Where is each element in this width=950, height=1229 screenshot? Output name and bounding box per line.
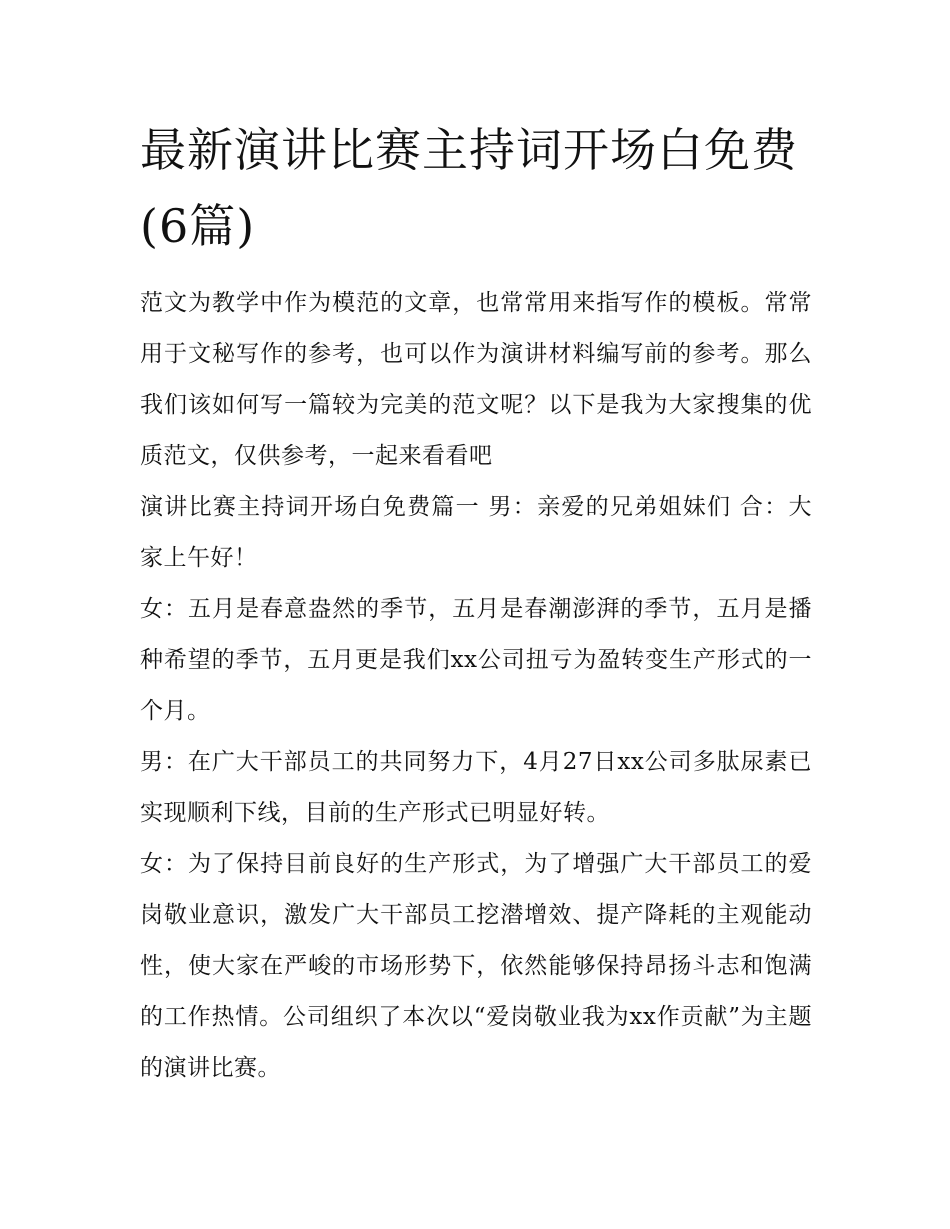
- paragraph-intro: 范文为教学中作为模范的文章，也常常用来指写作的模板。常常用于文秘写作的参考，也可以作为演讲材料编写前的参考。那么我们该如何写一篇较为完美的范文呢？以下是我为大家搜集的优质范文，仅供参考，一起来看看吧: [140, 290, 812, 469]
- paragraph-opening: 演讲比赛主持词开场白免费篇一 男：亲爱的兄弟姐妹们 合：大家上午好！: [140, 494, 812, 571]
- document-page: [140, 112, 812, 1094]
- document-title: 最新演讲比赛主持词开场白免费(6篇): [140, 123, 798, 253]
- paragraph-female-2: 女：为了保持目前良好的生产形式，为了增强广大干部员工的爱岗敬业意识，激发广大干部员工挖潜增效、提产降耗的主观能动性，使大家在严峻的市场形势下，依然能够保持昂扬斗志和饱满的工作热情。公司组织了本次以“爱岗敬业我为xx作贡献”为主题的演讲比赛。: [140, 851, 812, 1081]
- paragraph-male-1: 男：在广大干部员工的共同努力下，4月27日xx公司多肽尿素已实现顺利下线，目前的生产形式已明显好转。: [140, 749, 812, 826]
- paragraph-female-1: 女：五月是春意盎然的季节，五月是春潮澎湃的季节，五月是播种希望的季节，五月更是我们xx公司扭亏为盈转变生产形式的一个月。: [140, 596, 812, 724]
